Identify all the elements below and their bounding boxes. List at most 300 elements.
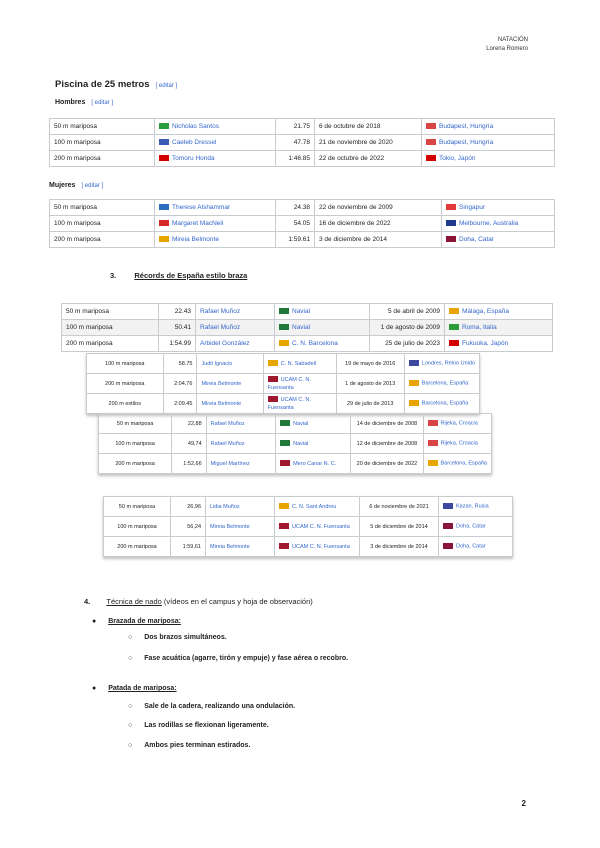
place-cell[interactable] xyxy=(439,497,513,517)
event-text: 100 m mariposa xyxy=(66,324,113,331)
time-cell xyxy=(276,151,315,167)
table-row xyxy=(50,135,555,151)
athlete-link[interactable]: Margaret MacNeil xyxy=(172,220,224,227)
time-cell xyxy=(276,232,315,248)
event-text: 200 m mariposa xyxy=(115,460,155,467)
flag-icon xyxy=(443,523,453,529)
flag-icon xyxy=(446,236,456,242)
athlete-cell[interactable] xyxy=(196,320,275,336)
athlete-cell[interactable] xyxy=(196,336,275,352)
event-text: 200 m mariposa xyxy=(54,236,101,243)
women-records-table xyxy=(49,199,555,248)
place-cell[interactable] xyxy=(404,354,479,374)
athlete-link[interactable]: Mireia Belmonte xyxy=(210,543,250,550)
athlete-link[interactable]: Nicholas Santos xyxy=(172,123,219,130)
athlete-link[interactable]: Rafael Muñoz xyxy=(210,440,245,447)
time-cell xyxy=(171,517,206,537)
place-link[interactable]: Budapest, Hungría xyxy=(439,123,494,130)
flag-icon xyxy=(449,340,459,346)
club-cell[interactable] xyxy=(275,336,370,352)
time-cell xyxy=(171,497,206,517)
time-cell xyxy=(163,394,197,414)
event-cell xyxy=(50,119,155,135)
flag-icon xyxy=(268,376,278,382)
event-cell xyxy=(50,216,155,232)
place-cell[interactable] xyxy=(423,434,491,454)
flag-icon xyxy=(279,340,289,346)
list-item xyxy=(128,742,250,749)
bullet-icon: ● xyxy=(92,685,97,692)
athlete-link[interactable]: Judit Ignacio xyxy=(201,360,233,367)
date-cell xyxy=(315,232,442,248)
place-cell[interactable] xyxy=(404,374,479,394)
event-cell xyxy=(99,434,172,454)
athlete-link[interactable]: Rafael Muñoz xyxy=(200,308,241,315)
flag-icon xyxy=(159,139,169,145)
time-cell xyxy=(163,354,197,374)
circle-bullet-icon: ○ xyxy=(128,655,133,662)
section-title: Técnica de nado xyxy=(106,597,162,606)
table-row xyxy=(50,216,555,232)
list-item xyxy=(128,703,295,710)
time-text: 21.75 xyxy=(293,123,310,130)
date-cell xyxy=(315,119,422,135)
time-text: 22,88 xyxy=(187,420,202,427)
event-cell xyxy=(62,304,159,320)
flag-icon xyxy=(280,440,290,446)
date-cell xyxy=(336,354,404,374)
table-row xyxy=(104,497,513,517)
place-link[interactable]: Doha, Catar xyxy=(456,543,486,550)
place-cell[interactable] xyxy=(439,537,513,557)
event-text: 200 m mariposa xyxy=(105,380,145,387)
club-link[interactable]: Navial xyxy=(292,308,311,315)
time-text: 24.38 xyxy=(293,204,310,211)
club-link[interactable]: Navial xyxy=(293,440,309,447)
athlete-cell[interactable] xyxy=(197,374,263,394)
edit-link[interactable]: [ editar ] xyxy=(155,83,178,89)
date-cell xyxy=(315,200,442,216)
date-text: 1 de agosto de 2013 xyxy=(345,380,396,387)
club-cell[interactable] xyxy=(275,537,360,557)
athlete-cell[interactable] xyxy=(155,232,276,248)
flag-icon xyxy=(428,440,438,446)
athlete-cell[interactable] xyxy=(155,151,276,167)
flag-icon xyxy=(279,523,289,529)
time-text: 56,24 xyxy=(187,523,201,530)
table-row xyxy=(50,200,555,216)
athlete-link[interactable]: Rafael Muñoz xyxy=(200,324,241,331)
table-row xyxy=(50,119,555,135)
date-cell xyxy=(315,151,422,167)
flag-icon xyxy=(159,155,169,161)
men-records-table xyxy=(49,118,555,167)
place-cell[interactable] xyxy=(442,216,555,232)
flag-icon xyxy=(443,503,453,509)
time-text: 54.05 xyxy=(293,220,310,227)
date-text: 22 de octubre de 2022 xyxy=(319,155,385,162)
place-link[interactable]: Rijeka, Croacia xyxy=(440,420,478,427)
time-text: 47.78 xyxy=(293,139,310,146)
header-author: Lorena Romero xyxy=(486,46,528,52)
table-row xyxy=(104,537,513,557)
place-link[interactable]: Barcelona, España xyxy=(421,400,469,407)
list-item-text: Sale de la cadera, realizando una ondulación. xyxy=(144,703,296,710)
flag-icon xyxy=(443,543,453,549)
date-cell xyxy=(336,374,404,394)
club-cell[interactable] xyxy=(263,394,336,414)
date-cell xyxy=(360,497,439,517)
event-cell xyxy=(62,320,159,336)
date-cell xyxy=(351,414,423,434)
club-cell[interactable] xyxy=(263,374,336,394)
date-text: 1 de agosto de 2009 xyxy=(380,324,440,331)
time-cell xyxy=(163,374,197,394)
event-text: 200 m mariposa xyxy=(117,543,157,550)
header-title: NATACIÓN xyxy=(497,37,528,43)
athlete-link[interactable]: Therese Alshammar xyxy=(172,204,231,211)
pool-title-text: Piscina de 25 metros xyxy=(55,79,150,90)
circle-bullet-icon: ○ xyxy=(128,634,133,641)
place-cell[interactable] xyxy=(423,414,491,434)
time-text: 26,96 xyxy=(187,503,201,510)
club-link[interactable]: Navial xyxy=(292,324,311,331)
athlete-cell[interactable] xyxy=(155,216,276,232)
flag-icon xyxy=(159,204,169,210)
event-cell xyxy=(50,232,155,248)
brazada-title: Brazada de mariposa: xyxy=(108,618,181,625)
time-text: 1:52,66 xyxy=(183,460,202,467)
spain-records-table-3 xyxy=(98,413,492,474)
place-cell[interactable] xyxy=(445,304,553,320)
section-4-heading xyxy=(84,597,313,606)
date-text: 16 de diciembre de 2022 xyxy=(319,220,391,227)
club-link[interactable]: C. N. Barcelona xyxy=(292,340,338,347)
athlete-link[interactable]: Caeleb Dressel xyxy=(172,139,217,146)
flag-icon xyxy=(409,380,419,386)
time-cell xyxy=(172,434,206,454)
date-cell xyxy=(370,320,445,336)
event-cell xyxy=(62,336,159,352)
place-cell[interactable] xyxy=(442,200,555,216)
flag-icon xyxy=(409,400,419,406)
men-label: Hombres xyxy=(55,99,86,106)
place-link[interactable]: Málaga, España xyxy=(462,308,509,315)
flag-icon xyxy=(159,123,169,129)
event-cell xyxy=(50,135,155,151)
club-cell[interactable] xyxy=(276,414,351,434)
flag-icon xyxy=(409,360,419,366)
flag-icon xyxy=(159,236,169,242)
place-cell[interactable] xyxy=(422,135,555,151)
section-3-heading xyxy=(110,271,247,280)
time-cell xyxy=(172,454,206,474)
event-cell xyxy=(104,537,171,557)
flag-icon xyxy=(280,420,290,426)
club-cell[interactable] xyxy=(263,354,336,374)
club-cell[interactable] xyxy=(275,320,370,336)
place-cell[interactable] xyxy=(439,517,513,537)
date-text: 6 de octubre de 2018 xyxy=(319,123,381,130)
table-row xyxy=(87,374,480,394)
date-text: 14 de diciembre de 2008 xyxy=(356,420,418,427)
date-text: 19 de mayo de 2016 xyxy=(345,360,396,367)
event-cell xyxy=(50,151,155,167)
athlete-link[interactable]: Mireia Belmonte xyxy=(210,523,250,530)
event-text: 200 m mariposa xyxy=(66,340,113,347)
time-cell xyxy=(276,200,315,216)
time-text: 58.75 xyxy=(178,360,193,367)
flag-icon xyxy=(446,220,456,226)
athlete-link[interactable]: Tomoru Honda xyxy=(172,155,215,162)
list-item xyxy=(128,634,227,641)
time-text: 2:04.76 xyxy=(174,380,193,387)
list-item-text: Ambos pies terminan estirados. xyxy=(144,742,251,749)
date-text: 6 de noviembre de 2021 xyxy=(369,503,429,510)
club-cell[interactable] xyxy=(275,497,360,517)
athlete-cell[interactable] xyxy=(155,200,276,216)
spain-records-table-2 xyxy=(86,353,480,414)
event-text: 50 m mariposa xyxy=(66,308,109,315)
place-cell[interactable] xyxy=(423,454,491,474)
place-link[interactable]: Fukuoka, Japón xyxy=(462,340,509,347)
event-cell xyxy=(87,394,164,414)
bullet-icon: ● xyxy=(92,618,97,625)
place-link[interactable]: Rijeka, Croacia xyxy=(440,440,478,447)
time-text: 1:59,61 xyxy=(182,543,201,550)
event-text: 50 m mariposa xyxy=(116,420,154,427)
date-cell xyxy=(370,336,445,352)
club-link[interactable]: C. N. Sabadell xyxy=(280,360,317,367)
flag-icon xyxy=(268,360,278,366)
place-cell[interactable] xyxy=(445,336,553,352)
club-link[interactable]: UCAM C. N. Fuensanta xyxy=(267,376,311,391)
event-text: 100 m mariposa xyxy=(105,360,145,367)
flag-icon xyxy=(426,155,436,161)
athlete-cell[interactable] xyxy=(197,394,263,414)
event-text: 100 m mariposa xyxy=(54,139,101,146)
date-text: 20 de diciembre de 2022 xyxy=(356,460,418,467)
table-row xyxy=(99,414,492,434)
athlete-link[interactable]: Lidia Muñoz xyxy=(210,503,240,510)
club-cell[interactable] xyxy=(275,304,370,320)
list-item xyxy=(128,655,348,662)
athlete-link[interactable]: Miguel Martínez xyxy=(210,460,250,467)
place-cell[interactable] xyxy=(445,320,553,336)
athlete-cell[interactable] xyxy=(206,517,275,537)
flag-icon xyxy=(449,324,459,330)
event-cell xyxy=(104,497,171,517)
athlete-link[interactable]: Rafael Muñoz xyxy=(210,420,245,427)
section-number: 3. xyxy=(110,271,117,280)
time-cell xyxy=(171,537,206,557)
time-cell xyxy=(159,304,196,320)
place-cell[interactable] xyxy=(422,151,555,167)
date-text: 29 de julio de 2013 xyxy=(346,400,394,407)
women-heading xyxy=(49,182,103,189)
page-header xyxy=(486,36,528,54)
edit-link[interactable]: [ editar ] xyxy=(81,183,104,189)
flag-icon xyxy=(279,503,289,509)
list-item-text: Las rodillas se flexionan ligeramente. xyxy=(144,722,269,729)
athlete-link[interactable]: Mireia Belmonte xyxy=(201,400,242,407)
table-row xyxy=(62,304,553,320)
flag-icon xyxy=(280,460,290,466)
pool-title xyxy=(55,79,177,90)
flag-icon xyxy=(159,220,169,226)
club-link[interactable]: C. N. Sant Andreu xyxy=(292,503,337,510)
flag-icon xyxy=(446,204,456,210)
spain-records-table-4 xyxy=(103,496,513,557)
athlete-cell[interactable] xyxy=(155,135,276,151)
circle-bullet-icon: ○ xyxy=(128,742,133,749)
date-cell xyxy=(315,135,422,151)
place-link[interactable]: Doha, Catar xyxy=(459,236,495,243)
club-link[interactable]: UCAM C. N. Fuensanta xyxy=(292,523,350,530)
time-cell xyxy=(159,320,196,336)
event-cell xyxy=(87,354,164,374)
athlete-cell[interactable] xyxy=(196,304,275,320)
place-link[interactable]: Melbourne, Australia xyxy=(459,220,519,227)
spain-records-table-1 xyxy=(61,303,553,352)
event-cell xyxy=(99,414,172,434)
date-text: 12 de diciembre de 2008 xyxy=(356,440,418,447)
table-row xyxy=(104,517,513,537)
table-row xyxy=(62,320,553,336)
date-cell xyxy=(360,537,439,557)
place-cell[interactable] xyxy=(404,394,479,414)
page-number: 2 xyxy=(521,799,526,808)
flag-icon xyxy=(279,543,289,549)
place-link[interactable]: Kazan, Rusia xyxy=(456,503,489,510)
flag-icon xyxy=(426,139,436,145)
table-row xyxy=(50,232,555,248)
date-text: 25 de julio de 2023 xyxy=(385,340,440,347)
flag-icon xyxy=(449,308,459,314)
club-link[interactable]: UCAM C. N. Fuensanta xyxy=(267,396,311,411)
place-link[interactable]: Budapest, Hungría xyxy=(439,139,494,146)
date-text: 21 de noviembre de 2020 xyxy=(319,139,393,146)
section-subtitle: (vídeos en el campus y hoja de observación) xyxy=(161,597,313,606)
place-link[interactable]: Tokio, Japón xyxy=(439,155,476,162)
event-cell xyxy=(87,374,164,394)
athlete-link[interactable]: Arbidel González xyxy=(200,340,250,347)
date-text: 3 de diciembre de 2014 xyxy=(319,236,387,243)
athlete-cell[interactable] xyxy=(206,497,275,517)
table-row xyxy=(99,454,492,474)
club-link[interactable]: Mero Canar N. C. xyxy=(293,460,337,467)
athlete-cell[interactable] xyxy=(206,454,275,474)
club-cell[interactable] xyxy=(276,454,351,474)
date-cell xyxy=(351,434,423,454)
athlete-cell[interactable] xyxy=(206,434,275,454)
event-text: 200 m mariposa xyxy=(54,155,101,162)
place-cell[interactable] xyxy=(442,232,555,248)
time-text: 49,74 xyxy=(187,440,202,447)
event-cell xyxy=(104,517,171,537)
date-text: 5 de diciembre de 2014 xyxy=(370,523,428,530)
men-heading xyxy=(55,99,113,106)
place-link[interactable]: Barcelona, España xyxy=(440,460,487,467)
time-cell xyxy=(276,119,315,135)
table-row xyxy=(87,394,480,414)
date-text: 3 de diciembre de 2014 xyxy=(370,543,428,550)
athlete-cell[interactable] xyxy=(155,119,276,135)
circle-bullet-icon: ○ xyxy=(128,722,133,729)
time-text: 22.43 xyxy=(174,308,191,315)
table-row xyxy=(50,151,555,167)
time-text: 50.41 xyxy=(174,324,191,331)
date-cell xyxy=(315,216,442,232)
time-cell xyxy=(159,336,196,352)
athlete-cell[interactable] xyxy=(197,354,263,374)
athlete-link[interactable]: Mireia Belmonte xyxy=(172,236,219,243)
brazada-heading xyxy=(92,618,181,625)
club-cell[interactable] xyxy=(275,517,360,537)
athlete-link[interactable]: Mireia Belmonte xyxy=(201,380,242,387)
time-cell xyxy=(276,216,315,232)
athlete-cell[interactable] xyxy=(206,537,275,557)
place-link[interactable]: Doha, Catar xyxy=(456,523,486,530)
circle-bullet-icon: ○ xyxy=(128,703,133,710)
flag-icon xyxy=(279,324,289,330)
event-cell xyxy=(50,200,155,216)
time-cell xyxy=(172,414,206,434)
date-cell xyxy=(360,517,439,537)
patada-heading xyxy=(92,685,177,692)
athlete-cell[interactable] xyxy=(206,414,275,434)
table-row xyxy=(99,434,492,454)
patada-title: Patada de mariposa: xyxy=(108,685,177,692)
event-text: 100 m mariposa xyxy=(117,523,157,530)
flag-icon xyxy=(428,420,438,426)
section-title: Récords de España estilo braza xyxy=(134,271,248,280)
edit-link[interactable]: [ editar ] xyxy=(91,100,114,106)
time-text: 1:59.61 xyxy=(288,236,310,243)
list-item-text: Fase acuática (agarre, tirón y empuje) y fase aérea o recobro. xyxy=(144,655,349,662)
date-cell xyxy=(351,454,423,474)
place-cell[interactable] xyxy=(422,119,555,135)
place-link[interactable]: Barcelona, España xyxy=(421,380,469,387)
time-text: 2:09.45 xyxy=(174,400,193,407)
time-text: 1:46.85 xyxy=(288,155,310,162)
flag-icon xyxy=(268,396,278,402)
place-link[interactable]: Singapur xyxy=(459,204,486,211)
event-text: 100 m mariposa xyxy=(115,440,155,447)
flag-icon xyxy=(428,460,438,466)
event-text: 200 m estilos xyxy=(108,400,141,407)
date-text: 5 de abril de 2009 xyxy=(387,308,440,315)
place-link[interactable]: Londres, Reino Unido xyxy=(421,360,475,367)
club-link[interactable]: UCAM C. N. Fuensanta xyxy=(292,543,350,550)
list-item-text: Dos brazos simultáneos. xyxy=(144,634,227,641)
time-text: 1:54.99 xyxy=(169,340,191,347)
time-cell xyxy=(276,135,315,151)
event-cell xyxy=(99,454,172,474)
flag-icon xyxy=(279,308,289,314)
club-cell[interactable] xyxy=(276,434,351,454)
list-item xyxy=(128,722,269,729)
women-label: Mujeres xyxy=(49,182,76,189)
event-text: 50 m mariposa xyxy=(54,204,97,211)
flag-icon xyxy=(426,123,436,129)
table-row xyxy=(87,354,480,374)
place-link[interactable]: Roma, Italia xyxy=(462,324,497,331)
date-text: 22 de noviembre de 2009 xyxy=(319,204,393,211)
club-link[interactable]: Navial xyxy=(293,420,309,427)
section-number: 4. xyxy=(84,597,91,606)
table-row xyxy=(62,336,553,352)
